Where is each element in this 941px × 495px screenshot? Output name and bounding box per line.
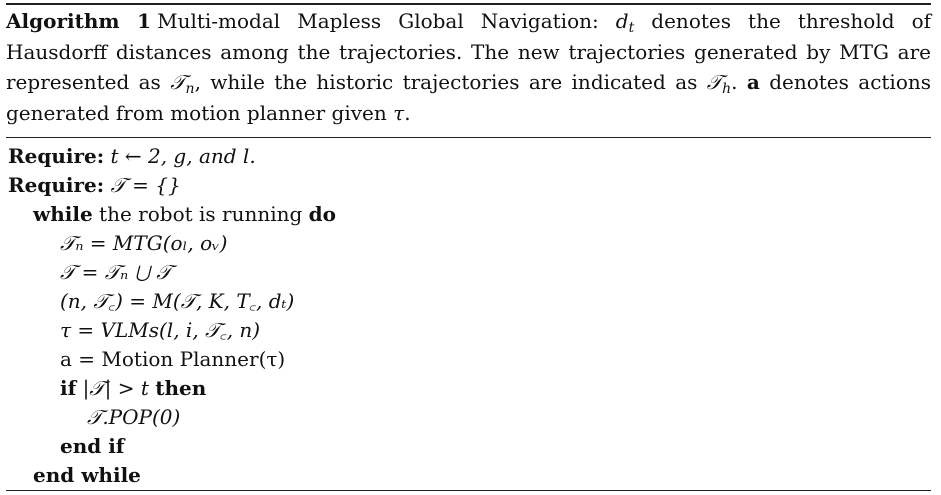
- symbol-tau: τ: [393, 100, 405, 125]
- symbol-Th: 𝒯$_h$: [706, 70, 732, 97]
- caption-text-1: denotes the threshold of Hausdorff distances among the trajectories. The new trajectories generated by MTG are represented as: [6, 9, 932, 94]
- algo-step-2: 𝒯 = 𝒯ₙ ⋃ 𝒯: [60, 260, 172, 284]
- while-condition: the robot is running: [99, 202, 303, 226]
- require-line-1: [8, 143, 256, 169]
- do-keyword: do: [308, 202, 336, 226]
- algorithm-label: Algorithm 1: [6, 9, 152, 33]
- if-keyword: if: [60, 376, 77, 400]
- algorithm-title: Multi-modal Mapless Global Navigation:: [157, 9, 599, 33]
- bottom-rule: [6, 490, 931, 491]
- caption-text-2: , while the historic trajectories are indicated as: [194, 70, 698, 94]
- if-line: [60, 375, 206, 401]
- require-text: t ← 2, g, and l.: [110, 144, 256, 168]
- caption-text-4: denotes actions generated from motion planner given: [6, 70, 932, 125]
- then-keyword: then: [155, 376, 207, 400]
- end-if-line: end if: [60, 434, 125, 458]
- while-keyword: while: [33, 202, 93, 226]
- symbol-dt: $d_t$: [615, 9, 635, 36]
- caption-text-3: .: [731, 70, 747, 94]
- while-line: [33, 201, 336, 227]
- caption-text-5: .: [404, 100, 411, 125]
- algorithm-caption: [6, 6, 931, 128]
- if-condition: |𝒯| > t: [82, 376, 149, 400]
- algo-step-5: a = Motion Planner(τ): [60, 347, 286, 371]
- symbol-a: a: [746, 70, 760, 94]
- caption-rule: [6, 137, 931, 138]
- top-rule: [6, 3, 931, 5]
- require-text: 𝒯 = {}: [110, 173, 181, 197]
- require-keyword: Require:: [8, 144, 105, 168]
- algo-step-6: 𝒯.POP(0): [87, 405, 181, 429]
- end-while-line: end while: [33, 463, 141, 487]
- symbol-Tn: 𝒯$_n$: [170, 70, 195, 97]
- algo-step-4: τ = VLMs(l, i, 𝒯꜀, n): [60, 318, 261, 342]
- algo-step-3: (n, 𝒯꜀) = M(𝒯, K, T꜀, dₜ): [60, 289, 295, 313]
- require-keyword: Require:: [8, 173, 105, 197]
- algo-step-1: 𝒯ₙ = MTG(oₗ, oᵥ): [60, 231, 228, 255]
- require-line-2: [8, 172, 181, 198]
